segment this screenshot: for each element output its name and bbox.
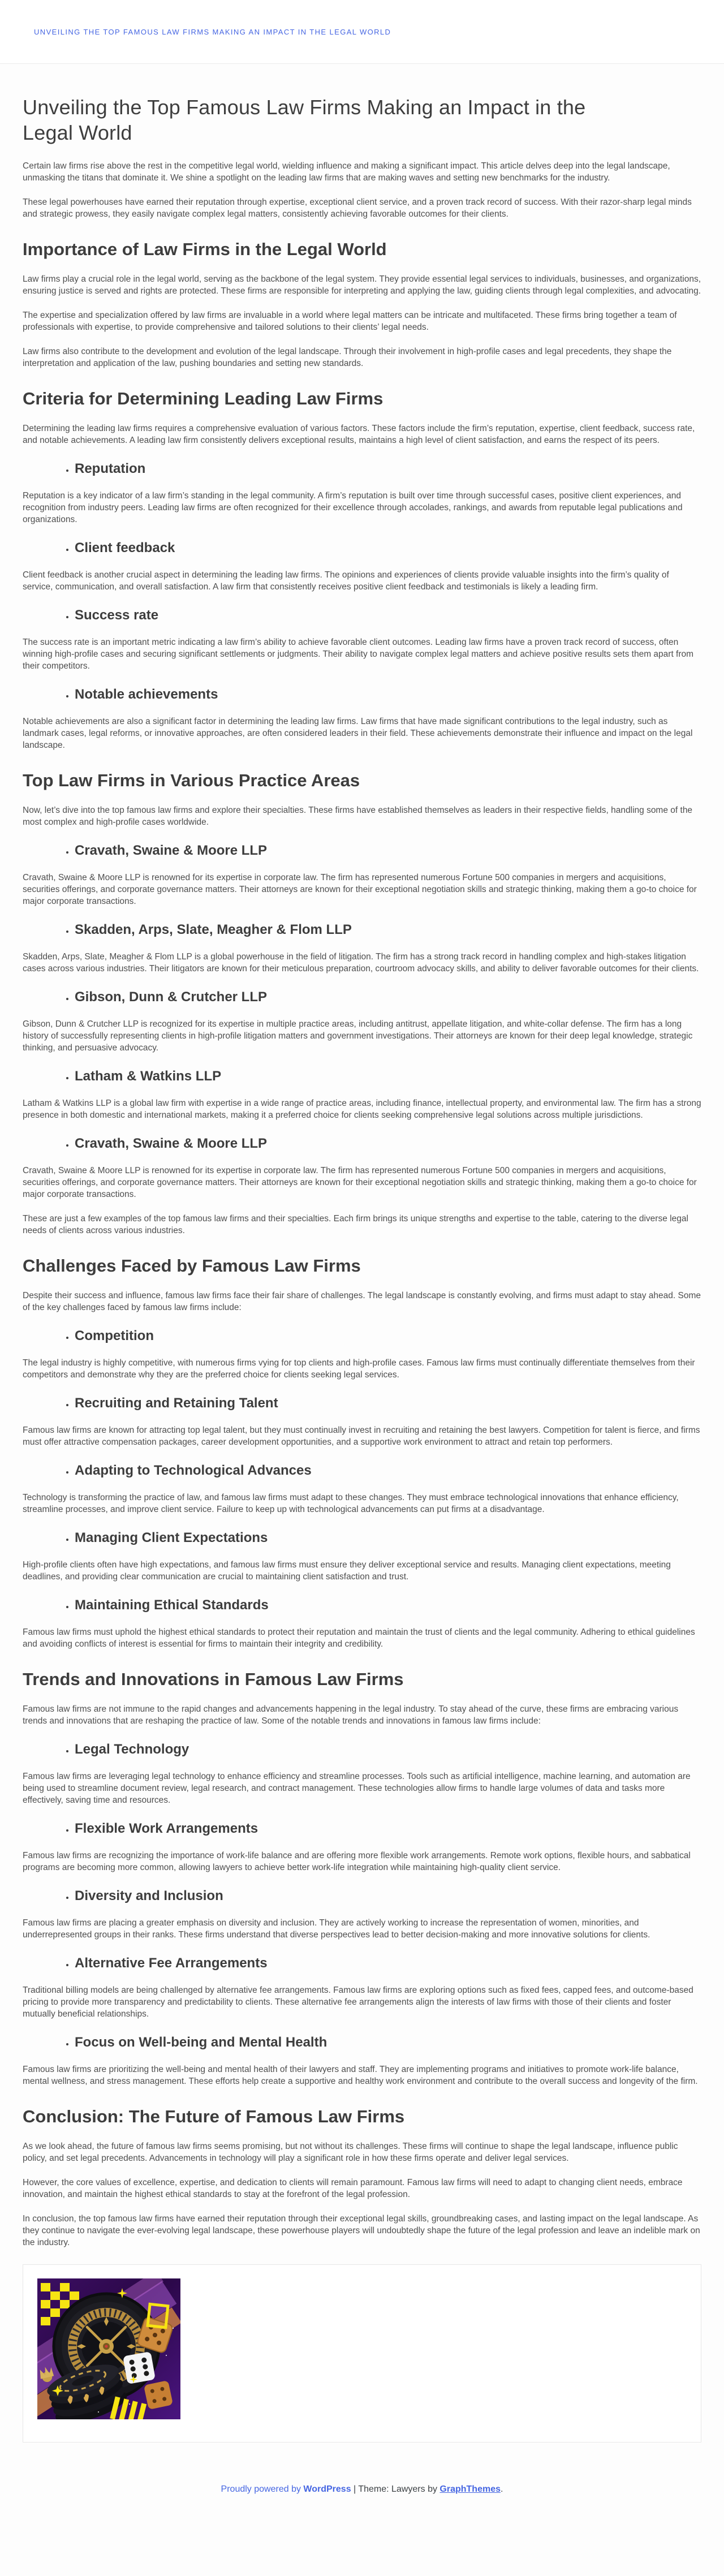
- topic-heading: • Latham & Watkins LLP: [75, 1069, 222, 1084]
- topic-heading: • Focus on Well-being and Mental Health: [75, 2035, 327, 2050]
- paragraph: As we look ahead, the future of famous law firms seems promising, but not without its challenges. These firms will continue to shape the legal landscape, influence public policy, and set legal precedents. Advancements in technology will play a significant role in how these firms operate and deliver legal services.: [23, 2142, 678, 2163]
- topic-list: [23, 1820, 701, 1837]
- topic-item: [75, 1327, 701, 1345]
- section-heading: Importance of Law Firms in the Legal World: [23, 239, 387, 259]
- topic-item: [75, 1887, 701, 1905]
- article-title: [23, 94, 701, 145]
- site-title-link[interactable]: UNVEILING THE TOP FAMOUS LAW FIRMS MAKING AN IMPACT IN THE LEGAL WORLD: [34, 27, 391, 36]
- topic-heading: • Recruiting and Retaining Talent: [75, 1395, 278, 1411]
- topic-list: [23, 2034, 701, 2051]
- section-heading: Trends and Innovations in Famous Law Firms: [23, 1669, 404, 1689]
- topic-list: [23, 606, 701, 624]
- paragraph: The success rate is an important metric indicating a law firm’s ability to achieve favorable client outcomes. Leading law firms have a proven track record of success, often winning high-profile cases and securing significant settlements or judgments. Their ability to navigate complex legal matters and achieve positive results sets them apart from their competitors.: [23, 637, 694, 671]
- casino-illustration: [37, 2278, 180, 2419]
- paragraph: Gibson, Dunn & Crutcher LLP is recognized for its expertise in multiple practice areas, including antitrust, appellate litigation, and white-collar defense. The firm has a long history of successfully representing clients in high-profile litigation matters and government investigations. Their attorneys are known for their deep legal knowledge, strategic thinking, and persuasive advocacy.: [23, 1019, 693, 1053]
- topic-list: [23, 1529, 701, 1547]
- section-heading: Conclusion: The Future of Famous Law Firms: [23, 2107, 405, 2126]
- header-inner: [0, 0, 724, 63]
- paragraph: Reputation is a key indicator of a law firm’s standing in the legal community. A firm’s reputation is built over time through successful cases, positive client experiences, and recognition from industry peers. Leading law firms are often recognized for their excellence through accolades, rankings, and awards from reputable legal publications and organizations.: [23, 491, 683, 524]
- paragraph: Law firms play a crucial role in the legal world, serving as the backbone of the legal system. They provide essential legal services to individuals, businesses, and organizations, ensuring justice is served and rights are protected. These firms are responsible for interpreting and applying the law, guiding clients through legal complexities, and advocating.: [23, 274, 701, 296]
- paragraph: Latham & Watkins LLP is a global law firm with expertise in a wide range of practice areas, including finance, intellectual property, and environmental law. The firm has a strong presence in both domestic and international markets, making it a preferred choice for clients seeking comprehensive legal solutions across multiple jurisdictions.: [23, 1099, 701, 1120]
- topic-heading: • Success rate: [75, 608, 159, 623]
- topic-heading: • Cravath, Swaine & Moore LLP: [75, 1136, 268, 1151]
- paragraph: These legal powerhouses have earned their reputation through expertise, exceptional client service, and a proven track record of success. With their razor-sharp legal minds and strategic prowess, they easily navigate complex legal matters, consistently achieving favorable outcomes for their clients.: [23, 197, 692, 219]
- topic-heading: • Flexible Work Arrangements: [75, 1821, 258, 1836]
- article-title-line-2: Legal World: [23, 121, 132, 144]
- topic-item: [75, 988, 701, 1006]
- paragraph: High-profile clients often have high expectations, and famous law firms must ensure they deliver exceptional service and results. Managing client expectations, meeting deadlines, and providing clear communication are crucial to maintaining client satisfaction and trust.: [23, 1560, 671, 1582]
- footer-theme-text: | Theme: Lawyers by: [351, 2484, 440, 2494]
- topic-heading: • Maintaining Ethical Standards: [75, 1597, 269, 1613]
- topic-list: [23, 1887, 701, 1905]
- paragraph: Famous law firms are known for attracting top legal talent, but they must continually invest in recruiting and retaining the best lawyers. Competition for talent is fierce, and firms must offer attractive compensation packages, career development opportunities, and a supportive work environment to attract and retain top performers.: [23, 1425, 700, 1447]
- topic-heading: • Managing Client Expectations: [75, 1530, 268, 1545]
- topic-heading: • Notable achievements: [75, 687, 218, 702]
- article-main: [0, 94, 724, 2443]
- topic-item: [75, 1596, 701, 1614]
- topic-list: [23, 1954, 701, 1972]
- paragraph: Cravath, Swaine & Moore LLP is renowned for its expertise in corporate law. The firm has represented numerous Fortune 500 companies in mergers and acquisitions, securities offerings, and corporate governance matters. Their attorneys are known for their exceptional negotiation skills and strategic thinking, making them a go-to choice for major corporate transactions.: [23, 873, 697, 906]
- topic-item: [75, 1954, 701, 1972]
- paragraph: Famous law firms are placing a greater emphasis on diversity and inclusion. They are actively working to increase the representation of women, minorities, and underrepresented groups in their ranks. These firms understand that diverse perspectives lead to better decision-making and more innovative solutions for clients.: [23, 1918, 650, 1940]
- topic-item: [75, 460, 701, 477]
- paragraph: Now, let’s dive into the top famous law firms and explore their specialties. These firms have established themselves as leaders in their respective fields, handling some of the most complex and high-profile cases worldwide.: [23, 805, 693, 827]
- site-footer: [0, 2443, 724, 2512]
- topic-heading: • Adapting to Technological Advances: [75, 1463, 312, 1478]
- topic-list: [23, 1462, 701, 1479]
- section-heading: Criteria for Determining Leading Law Firms: [23, 389, 383, 408]
- paragraph: Determining the leading law firms requires a comprehensive evaluation of various factors. These factors include the firm’s reputation, expertise, client feedback, success rate, and notable achievements. A leading law firm consistently delivers exceptional results, maintains a high level of client satisfaction, and earns the respect of its peers.: [23, 424, 695, 445]
- topic-list: [23, 842, 701, 859]
- paragraph: Client feedback is another crucial aspect in determining the leading law firms. The opinions and experiences of clients provide valuable insights into the firm’s quality of service, communication, and overall satisfaction. A law firm that consistently receives positive client feedback and testimonials is likely a leading firm.: [23, 570, 669, 592]
- topic-heading: • Alternative Fee Arrangements: [75, 1955, 268, 1971]
- paragraph: The legal industry is highly competitive, with numerous firms vying for top clients and high-profile cases. Famous law firms must continually differentiate themselves from their competitors and demonstrate why they are the preferred choice for clients seeking legal services.: [23, 1358, 695, 1380]
- topic-item: [75, 921, 701, 938]
- paragraph: Famous law firms are leveraging legal technology to enhance efficiency and streamline processes. Tools such as artificial intelligence, machine learning, and automation are being used to streamline document review, legal research, and contract management. These technologies allow firms to handle large volumes of data and tasks more effectively, saving time and resources.: [23, 1772, 691, 1805]
- topic-item: [75, 842, 701, 859]
- paragraph: Technology is transforming the practice of law, and famous law firms must adapt to these changes. They must embrace technological innovations that enhance efficiency, streamline processes, and improve client service. Failure to keep up with technological advancements can put firms at a disadvantage.: [23, 1493, 679, 1514]
- paragraph: The expertise and specialization offered by law firms are invaluable in a world where legal matters can be intricate and multifaceted. These firms bring together a team of professionals with expertise, to provide comprehensive and tailored solutions to their clients’ legal needs.: [23, 311, 677, 332]
- gold-die-small-icon: [144, 2380, 173, 2410]
- paragraph: Certain law firms rise above the rest in the competitive legal world, wielding influence and making a significant impact. This article delves deep into the legal landscape, unmasking the titans that dominate it. We shine a spotlight on the leading law firms that are making waves and setting new benchmarks for the industry.: [23, 161, 670, 183]
- footer-credit: [221, 2484, 503, 2494]
- topic-item: [75, 1529, 701, 1547]
- figure-card: [23, 2264, 701, 2443]
- paragraph: Traditional billing models are being challenged by alternative fee arrangements. Famous law firms are exploring options such as fixed fees, capped fees, and outcome-based pricing to provide more transparency and predictability to clients. These alternative fee arrangements align the interests of law firms with those of their clients and foster mutually beneficial relationships.: [23, 1985, 693, 2019]
- topic-item: [75, 1067, 701, 1085]
- wordpress-link[interactable]: WordPress: [303, 2484, 351, 2494]
- paragraph: Skadden, Arps, Slate, Meagher & Flom LLP is a global powerhouse in the field of litigation. The firm has a strong track record in handling complex and high-stakes litigation cases across various industries. Their litigators are known for their meticulous preparation, courtroom advocacy skills, and ability to deliver favorable outcomes for their clients.: [23, 952, 699, 973]
- graphthemes-link[interactable]: GraphThemes: [439, 2484, 501, 2494]
- topic-list: [23, 1135, 701, 1152]
- topic-item: [75, 686, 701, 703]
- topic-list: [23, 1394, 701, 1412]
- paragraph: However, the core values of excellence, expertise, and dedication to clients will remain paramount. Famous law firms will need to adapt to changing client needs, embrace innovation, and maintain the highest ethical standards to stay at the forefront of the legal profession.: [23, 2178, 683, 2199]
- topic-list: [23, 921, 701, 938]
- footer-period: .: [501, 2484, 503, 2494]
- section-heading: Challenges Faced by Famous Law Firms: [23, 1256, 361, 1276]
- topic-heading: • Diversity and Inclusion: [75, 1888, 223, 1903]
- article-title-line-1: Unveiling the Top Famous Law Firms Making an Impact in the: [23, 96, 586, 119]
- topic-item: [75, 1820, 701, 1837]
- paragraph: Famous law firms are recognizing the importance of work-life balance and are offering more flexible work arrangements. Remote work options, flexible hours, and sabbatical programs are becoming more common, allowing lawyers to achieve better work-life integration while maintaining high-quality client service.: [23, 1851, 691, 1872]
- article-body: [23, 160, 701, 2248]
- topic-list: [23, 539, 701, 557]
- topic-heading: • Competition: [75, 1328, 154, 1343]
- site-header: [0, 0, 724, 64]
- topic-item: [75, 1462, 701, 1479]
- paragraph: Law firms also contribute to the development and evolution of the legal landscape. Through their involvement in high-profile cases and legal precedents, they shape the interpretation and application of the law, pushing boundaries and setting new standards.: [23, 347, 672, 368]
- topic-list: [23, 1067, 701, 1085]
- article-figure: [37, 2278, 687, 2419]
- section-heading: Top Law Firms in Various Practice Areas: [23, 770, 360, 790]
- paragraph: Cravath, Swaine & Moore LLP is renowned for its expertise in corporate law. The firm has represented numerous Fortune 500 companies in mergers and acquisitions, securities offerings, and corporate governance matters. Their attorneys are known for their exceptional negotiation skills and strategic thinking, making them a go-to choice for major corporate transactions.: [23, 1166, 697, 1199]
- topic-list: [23, 1741, 701, 1758]
- topic-item: [75, 1394, 701, 1412]
- topic-list: [23, 988, 701, 1006]
- topic-heading: • Skadden, Arps, Slate, Meagher & Flom LLP: [75, 922, 352, 937]
- paragraph: Famous law firms are prioritizing the well-being and mental health of their lawyers and staff. They are implementing programs and initiatives to promote work-life balance, mental wellness, and stress management. These efforts help create a supportive and healthy work environment and contribute to the overall success and longevity of the firm.: [23, 2065, 698, 2086]
- paragraph: Notable achievements are also a significant factor in determining the leading law firms. Law firms that have made significant contributions to the legal industry, such as landmark cases, legal reforms, or innovative approaches, are often considered leaders in their field. These achievements demonstrate their influence and impact on the legal landscape.: [23, 717, 693, 750]
- topic-list: [23, 1596, 701, 1614]
- topic-list: [23, 460, 701, 477]
- topic-heading: • Reputation: [75, 461, 146, 476]
- paragraph: Famous law firms must uphold the highest ethical standards to protect their reputation and maintain the trust of clients and the legal community. Adhering to ethical guidelines and avoiding conflicts of interest is essential for firms to maintain their integrity and credibility.: [23, 1627, 695, 1649]
- topic-heading: • Client feedback: [75, 540, 175, 555]
- topic-item: [75, 1741, 701, 1758]
- paragraph: In conclusion, the top famous law firms have earned their reputation through their exceptional legal skills, groundbreaking cases, and lasting impact on the legal landscape. As they continue to navigate the ever-evolving legal landscape, these powerhouse players will undoubtedly shape the future of the legal profession and leave an indelible mark on the industry.: [23, 2214, 700, 2247]
- paragraph: Despite their success and influence, famous law firms face their fair share of challenges. The legal landscape is constantly evolving, and firms must adapt to stay ahead. Some of the key challenges faced by famous law firms include:: [23, 1291, 701, 1312]
- white-die-icon: [123, 2351, 156, 2384]
- topic-item: [75, 1135, 701, 1152]
- topic-heading: • Legal Technology: [75, 1742, 189, 1757]
- topic-list: [23, 686, 701, 703]
- paragraph: Famous law firms are not immune to the rapid changes and advancements happening in the legal industry. To stay ahead of the curve, these firms are embracing various trends and innovations that are reshaping the practice of law. Some of the notable trends and innovations in famous law firms include:: [23, 1704, 679, 1726]
- footer-powered-text: Proudly powered by: [221, 2484, 304, 2494]
- topic-item: [75, 539, 701, 557]
- topic-heading: • Cravath, Swaine & Moore LLP: [75, 843, 268, 858]
- topic-item: [75, 2034, 701, 2051]
- topic-heading: • Gibson, Dunn & Crutcher LLP: [75, 989, 267, 1005]
- topic-item: [75, 606, 701, 624]
- topic-list: [23, 1327, 701, 1345]
- paragraph: These are just a few examples of the top famous law firms and their specialties. Each firm brings its unique strengths and expertise to the table, catering to the diverse legal needs of clients across various industries.: [23, 1214, 688, 1235]
